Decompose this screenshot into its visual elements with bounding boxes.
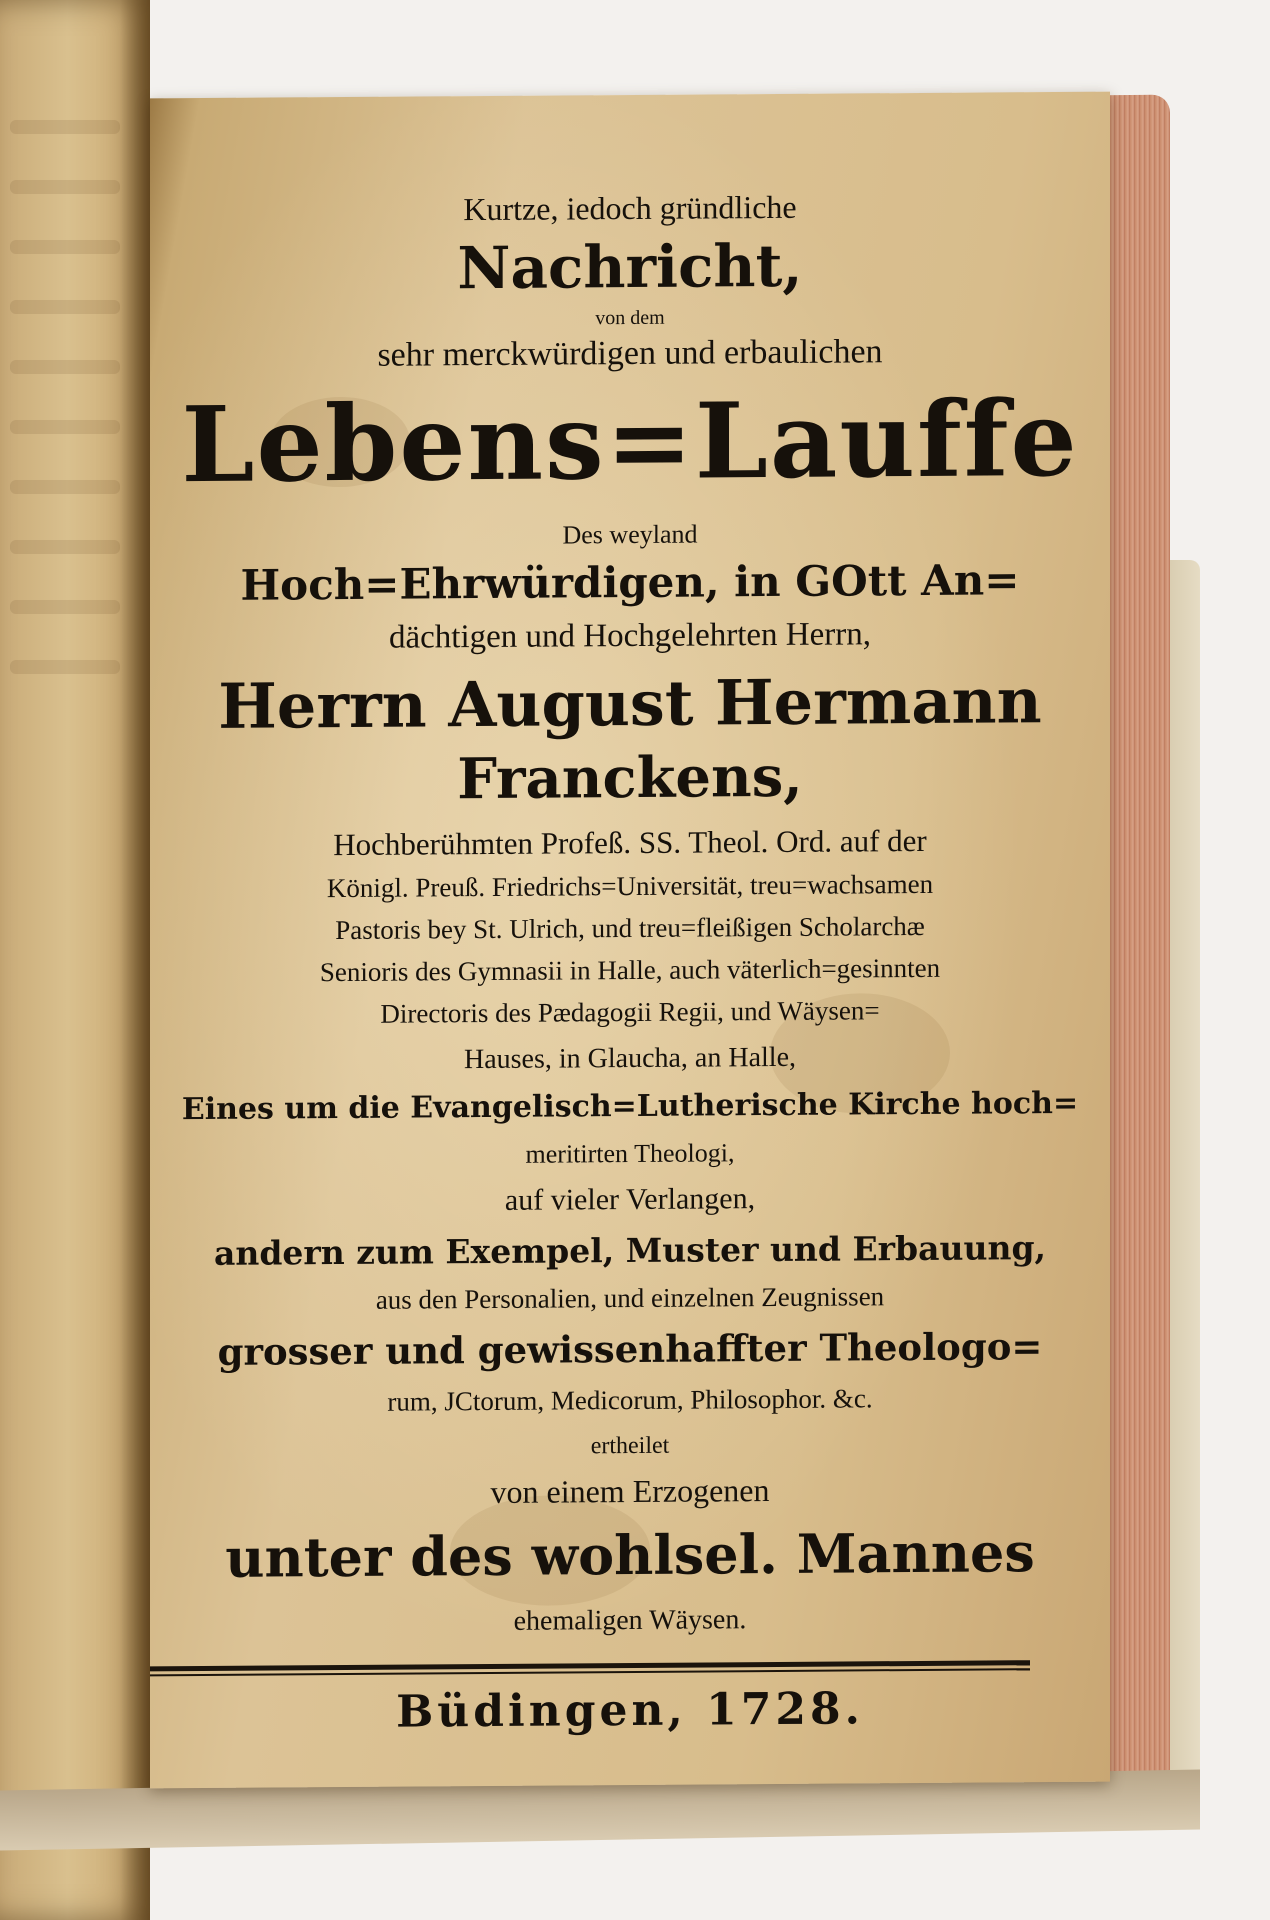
- title-line-13: Pastoris bey St. Ulrich, und treu=fleißigen Scholarchæ: [335, 910, 925, 946]
- title-line-18: meritirten Theologi,: [525, 1138, 735, 1169]
- left-page: [0, 0, 150, 1920]
- title-line-23: rum, JCtorum, Medicorum, Philosophor. &c.: [387, 1383, 873, 1417]
- title-page: [150, 92, 1110, 1789]
- title-line-9: Herrn August Hermann: [218, 664, 1042, 743]
- title-line-16: Hauses, in Glaucha, an Halle,: [464, 1041, 796, 1076]
- title-line-7: Hoch=Ehrwürdigen, in GOtt An=: [240, 555, 1020, 610]
- title-line-6: Des weyland: [562, 519, 698, 550]
- title-line-8: dächtigen und Hochgelehrten Herrn,: [389, 616, 871, 656]
- title-line-5: Lebens=Lauffe: [181, 376, 1079, 507]
- title-line-26: unter des wohlsel. Mannes: [225, 1520, 1035, 1590]
- title-line-24: ertheilet: [590, 1432, 670, 1460]
- title-line-3: von dem: [595, 306, 665, 330]
- title-line-2: Nachricht,: [457, 231, 803, 303]
- title-line-19: auf vieler Verlangen,: [504, 1182, 756, 1217]
- title-line-11: Hochberühmten Profeß. SS. Theol. Ord. auf der: [333, 822, 927, 863]
- title-line-14: Senioris des Gymnasii in Halle, auch väterlich=gesinnten: [319, 952, 941, 988]
- title-line-25: von einem Erzogenen: [490, 1472, 770, 1510]
- title-line-21: aus den Personalien, und einzelnen Zeugnissen: [375, 1281, 885, 1315]
- imprint: Büdingen, 1728.: [396, 1683, 864, 1738]
- title-line-1: Kurtze, iedoch gründliche: [463, 188, 797, 228]
- title-line-27: ehemaligen Wäysen.: [513, 1604, 747, 1637]
- title-line-20: andern zum Exempel, Muster und Erbauung,: [213, 1228, 1047, 1273]
- title-line-15: Directoris des Pædagogii Regii, und Wäysen=: [380, 995, 880, 1029]
- title-line-4: sehr merckwürdigen und erbaulichen: [377, 333, 883, 374]
- title-line-10: Franckens,: [457, 743, 803, 813]
- title-line-22: grosser und gewissenhaffter Theologo=: [217, 1324, 1043, 1374]
- title-line-17: Eines um die Evangelisch=Lutherische Kirche hoch=: [181, 1085, 1079, 1128]
- title-line-12: Königl. Preuß. Friedrichs=Universität, treu=wachsamen: [326, 868, 934, 904]
